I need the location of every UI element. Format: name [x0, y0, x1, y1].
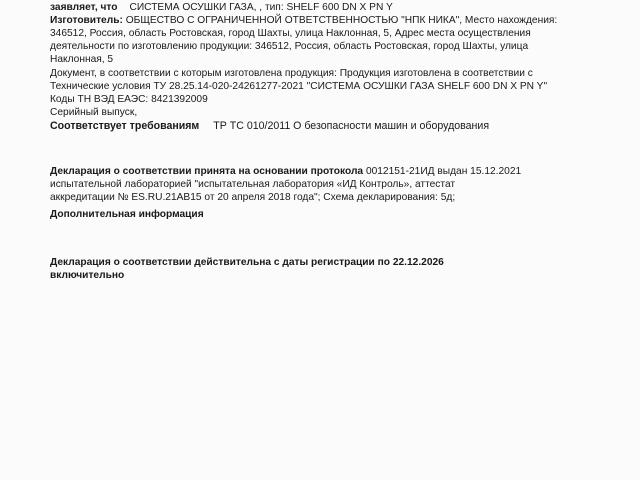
validity-suffix: включительно: [50, 270, 125, 281]
manufacturer-address-2: деятельности по изготовлению продукции: 346512, Россия, область Ростовская, город Шахты, улица: [50, 41, 529, 52]
manufacturer-text: ОБЩЕСТВО С ОГРАНИЧЕННОЙ ОТВЕТСТВЕННОСТЬЮ "НПК НИКА", Место нахождения:: [125, 15, 558, 26]
manufacturer-address-3: Наклонная, 5: [50, 54, 114, 65]
applicant-label: заявляет, что: [50, 2, 118, 13]
serial-release: Серийный выпуск,: [50, 107, 138, 118]
manufacturer-line: [50, 15, 557, 27]
applicant-line: [50, 2, 393, 14]
hs-codes: Коды ТН ВЭД ЕАЭС: 8421392009: [50, 94, 208, 105]
basis-line: [50, 166, 521, 178]
document-line-1: Документ, в соответствии с которым изготовлена продукция: Продукция изготовлена в соответствии с: [50, 68, 533, 79]
product-name: СИСТЕМА ОСУШКИ ГАЗА, , тип: SHELF 600 DN X PN Y: [129, 2, 393, 13]
requirements-label: Соответствует требованиям: [50, 120, 200, 132]
basis-label: Декларация о соответствии принята на основании протокола: [50, 166, 364, 177]
validity-date: 22.12.2026: [392, 257, 444, 268]
basis-value: 0012151-21ИД выдан 15.12.2021: [365, 166, 522, 177]
manufacturer-label: Изготовитель:: [50, 15, 123, 26]
requirements-line: [50, 120, 489, 133]
document-line-2: Технические условия ТУ 28.25.14-020-24261277-2021 "СИСТЕМА ОСУШКИ ГАЗА SHELF 600 DN X PN Y": [50, 81, 548, 92]
basis-line-2: испытательной лабораторией "испытательная лаборатория «ИД Контроль», аттестат: [50, 179, 456, 190]
basis-line-3: аккредитации № ES.RU.21AB15 от 20 апреля 2018 года"; Схема декларирования: 5д;: [50, 192, 456, 203]
additional-info-label: Дополнительная информация: [50, 209, 204, 220]
validity-line: [50, 257, 444, 269]
manufacturer-address-1: 346512, Россия, область Ростовская, город Шахты, улица Наклонная, 5, Адрес места осуществления: [50, 28, 531, 39]
validity-label: Декларация о соответствии действительна с даты регистрации по: [50, 257, 390, 268]
requirements-value: ТР ТС 010/2011 О безопасности машин и оборудования: [213, 120, 490, 132]
